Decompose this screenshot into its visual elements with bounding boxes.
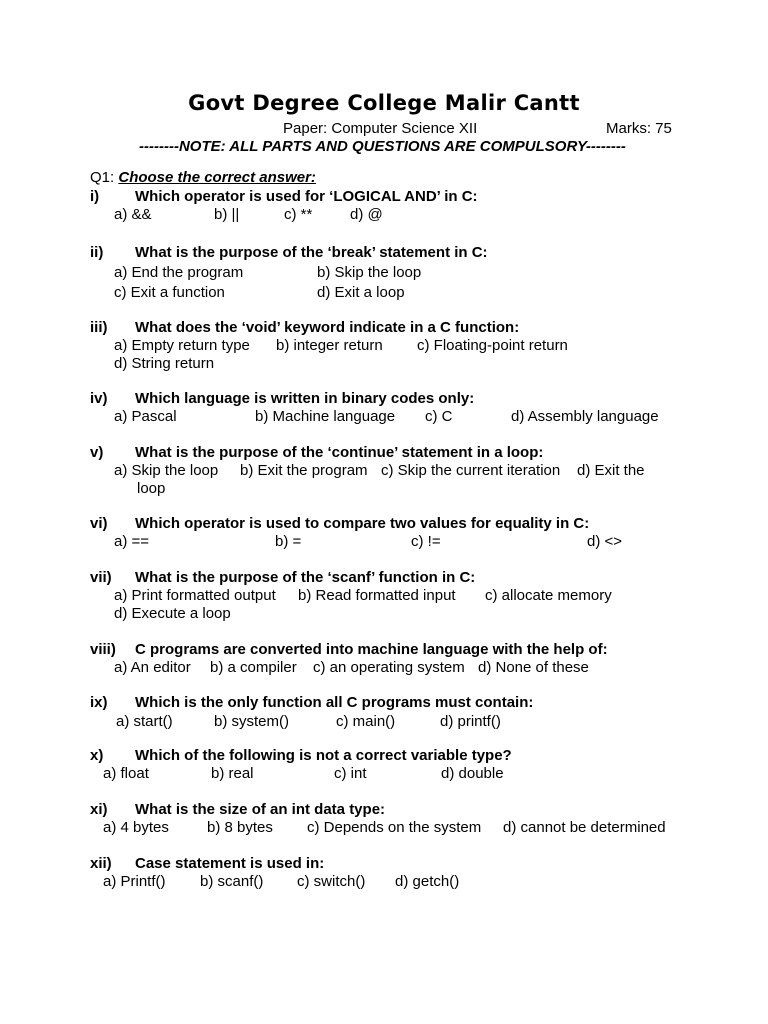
option: a) Empty return type [114, 337, 250, 354]
option: a) == [114, 533, 150, 550]
option: c) int [334, 765, 367, 782]
question-text: Case statement is used in: [135, 855, 325, 872]
question-number: v) [90, 444, 104, 461]
question-number: ii) [90, 244, 104, 261]
option: c) Depends on the system [307, 819, 482, 836]
option: a) End the program [114, 264, 244, 281]
option: d) Assembly language [511, 408, 659, 425]
option: b) system() [214, 713, 289, 730]
question-text: What is the purpose of the ‘scanf’ function in C: [135, 569, 476, 586]
option: b) scanf() [200, 873, 264, 890]
option: d) @ [350, 206, 383, 223]
option: b) Skip the loop [317, 264, 422, 281]
question-number: xi) [90, 801, 108, 818]
option: b) = [275, 533, 302, 550]
option: c) != [411, 533, 441, 550]
option: c) an operating system [313, 659, 465, 676]
question-number: x) [90, 747, 104, 764]
option: d) getch() [395, 873, 460, 890]
section-heading [90, 169, 316, 187]
option: c) Skip the current iteration [381, 462, 561, 479]
paper-label: Paper: Computer Science XII [283, 120, 478, 137]
option: a) Pascal [114, 408, 177, 425]
compulsory-note: --------NOTE: ALL PARTS AND QUESTIONS ARE COMPULSORY-------- [139, 138, 626, 155]
option: c) main() [336, 713, 396, 730]
question-text: Which is the only function all C programs must contain: [135, 694, 534, 711]
option: a) An editor [114, 659, 191, 676]
option: a) Skip the loop [114, 462, 219, 479]
option: a) start() [116, 713, 173, 730]
question-number: vi) [90, 515, 108, 532]
option: a) Print formatted output [114, 587, 276, 604]
option: a) 4 bytes [103, 819, 169, 836]
section-instruction: Choose the correct answer: [118, 169, 316, 186]
question-text: Which of the following is not a correct variable type? [135, 747, 512, 764]
option: b) Read formatted input [298, 587, 456, 604]
question-text: C programs are converted into machine language with the help of: [135, 641, 608, 658]
option: d) Exit the [577, 462, 645, 479]
option-continuation: loop [137, 480, 166, 497]
page-title: Govt Degree College Malir Cantt [188, 91, 580, 115]
option: c) allocate memory [485, 587, 612, 604]
question-number: i) [90, 188, 100, 205]
option: a) Printf() [103, 873, 166, 890]
question-number: iv) [90, 390, 108, 407]
option: d) Execute a loop [114, 605, 231, 622]
option: a) && [114, 206, 152, 223]
option: d) String return [114, 355, 215, 372]
question-number: vii) [90, 569, 112, 586]
option: b) integer return [276, 337, 383, 354]
option: d) Exit a loop [317, 284, 405, 301]
question-number: iii) [90, 319, 108, 336]
option: c) Exit a function [114, 284, 225, 301]
option: b) Machine language [255, 408, 396, 425]
option: b) a compiler [210, 659, 297, 676]
option: d) <> [587, 533, 623, 550]
question-number: viii) [90, 641, 116, 658]
option: b) real [211, 765, 254, 782]
question-text: Which language is written in binary codes only: [135, 390, 475, 407]
option: c) C [425, 408, 453, 425]
option: c) ** [284, 206, 313, 223]
question-text: What does the ‘void’ keyword indicate in a C function: [135, 319, 520, 336]
option: d) None of these [478, 659, 589, 676]
question-text: Which operator is used for ‘LOGICAL AND’ in C: [135, 188, 478, 205]
option: d) cannot be determined [503, 819, 666, 836]
option: c) Floating-point return [417, 337, 568, 354]
option: b) Exit the program [240, 462, 368, 479]
marks-label: Marks: 75 [606, 120, 672, 137]
option: a) float [103, 765, 149, 782]
question-text: What is the size of an int data type: [135, 801, 386, 818]
question-text: Which operator is used to compare two values for equality in C: [135, 515, 590, 532]
option: d) double [441, 765, 504, 782]
question-number: ix) [90, 694, 108, 711]
option: b) 8 bytes [207, 819, 273, 836]
option: b) || [214, 206, 240, 223]
section-label: Q1: [90, 169, 115, 186]
option: d) printf() [440, 713, 501, 730]
question-text: What is the purpose of the ‘break’ statement in C: [135, 244, 488, 261]
question-text: What is the purpose of the ‘continue’ statement in a loop: [135, 444, 544, 461]
option: c) switch() [297, 873, 366, 890]
question-number: xii) [90, 855, 112, 872]
